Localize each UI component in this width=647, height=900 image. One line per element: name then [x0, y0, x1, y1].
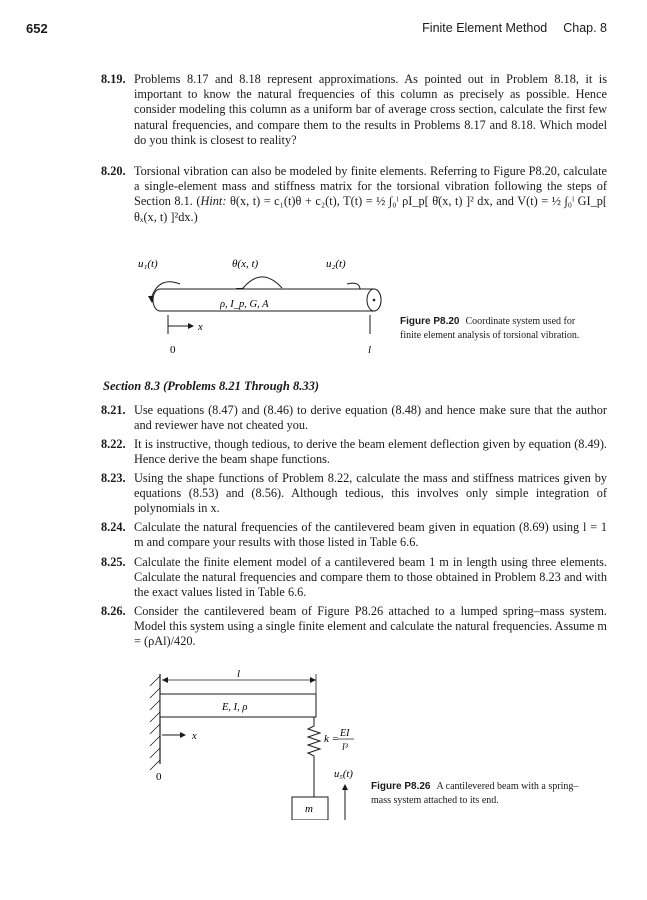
caption-text: A cantilevered beam with a spring–mass system attached to its end. [371, 781, 579, 806]
problem-number: 8.20. [101, 164, 126, 178]
problem-8-22 [103, 437, 607, 467]
problem-8-25 [103, 555, 607, 601]
label-spring-k-numerator: EI [340, 728, 350, 739]
chapter-title: Finite Element Method [422, 21, 548, 35]
problem-8-24 [103, 520, 607, 550]
caption-p8-20 [400, 315, 590, 342]
section-heading: Section 8.3 (Problems 8.21 Through 8.33) [103, 379, 319, 393]
wall-hatching [150, 676, 160, 770]
problem-number: 8.23. [101, 471, 126, 485]
problem-text: It is instructive, though tedious, to derive the beam element deflection given by equation (8.49). Hence derive the beam shape functions. [134, 437, 607, 467]
problem-number: 8.22. [101, 437, 126, 451]
label-beam-properties: E, I, ρ [222, 702, 248, 713]
label-beam-length: l [237, 668, 241, 680]
problem-8-21 [103, 403, 607, 433]
hint-label: Hint: [200, 194, 227, 209]
caption-text: Coordinate system used for finite element analysis of torsional vibration. [400, 316, 580, 341]
label-theta: θ(x, t) [232, 258, 259, 270]
figure-p8-20 [100, 250, 400, 362]
spring [308, 717, 320, 797]
problem-text: Using the shape functions of Problem 8.22, calculate the mass and stiffness matrices given by equations (8.53) and (8.56). Although tedious, this involves only simple integration of polynomials in x. [134, 471, 607, 516]
label-u2: u₂(t) [326, 258, 346, 270]
problem-text: Calculate the natural frequencies of the cantilevered beam given in equation (8.69) using l = 1 m and compare your results with those listed in Table 6.6. [134, 520, 607, 550]
length-arrow-right [310, 677, 316, 683]
length-arrow-left [162, 677, 168, 683]
label-length: l [368, 344, 372, 356]
problem-number: 8.25. [101, 555, 126, 569]
problem-8-20: 8.20. Torsional vibration can also be modeled by finite elements. Referring to Figure P8.20, calculate a single-element mass and stiffness matrix for the torsional vibration following the steps of Section 8.1. (Hint: θ(x, t) = c₁(t)θ + c₂(t), T(t) = ½ ∫₀ˡ ρI_p[ θ̇(x, t) ]² dx, and V(t) = ½ ∫₀ˡ GI_p[ θₓ(x, t) ]²dx.) [101, 164, 608, 224]
label-spring-k-denominator: l³ [342, 742, 348, 753]
problem-number: 8.26. [101, 604, 126, 618]
problem-text: Use equations (8.47) and (8.46) to derive equation (8.48) and hence make sure that the author and reviewer have not cheated you. [134, 403, 607, 433]
caption-label: Figure P8.20 [400, 316, 460, 327]
label-spring-k: k = [324, 733, 340, 745]
x-axis-arrowhead [188, 323, 194, 329]
label-x: x [198, 322, 203, 333]
label-origin: 0 [156, 771, 162, 783]
label-mass: m [305, 803, 313, 815]
problem-text: Calculate the finite element model of a cantilevered beam 1 m in length using three elements. Calculate the natural frequencies and compare them to those obtained in Problem 8.23 and with the exact values listed in Table 6.6. [134, 555, 607, 600]
problem-8-19 [103, 72, 607, 148]
label-u5: u₅(t) [334, 769, 353, 780]
running-header [406, 21, 607, 35]
figure-p8-26 [140, 660, 380, 820]
problem-text: Torsional vibration can also be modeled by finite elements. Referring to Figure P8.20, calculate a single-element mass and stiffness matrix for the torsional vibration following the steps of Section 8.1. [134, 164, 607, 209]
caption-label: Figure P8.26 [371, 781, 431, 792]
label-origin: 0 [170, 344, 176, 356]
caption-p8-26 [371, 780, 591, 807]
problem-8-23 [103, 471, 607, 517]
problem-text: Consider the cantilevered beam of Figure P8.26 attached to a lumped spring–mass system. Model this system using a single finite element and calculate the natural frequencies. Assume m = (ρAl)/420. [134, 604, 607, 649]
problem-text: Problems 8.17 and 8.18 represent approximations. As pointed out in Problem 8.18, it is important to know the natural frequencies of this column as precisely as possible. Hence consider modeling this column as a uniform bar of average cross section, calculate the first few natural frequencies, and compare them to the results in Problems 8.17 and 8.18. Which model do you think is closest to reality? [134, 72, 607, 147]
problem-number: 8.21. [101, 403, 126, 417]
label-x: x [192, 731, 197, 742]
problem-8-26 [103, 604, 607, 650]
chapter-label: Chap. 8 [563, 21, 607, 35]
page-number: 652 [26, 21, 48, 36]
hint-kinetic-energy: θ(x, t) = c₁(t)θ + c₂(t), T(t) = ½ ∫₀ˡ ρI_p[ θ̇(x, t) ]² dx, [229, 194, 493, 209]
x-axis-arrowhead [180, 732, 186, 738]
u5-arrowhead [342, 784, 348, 790]
problem-number: 8.24. [101, 520, 126, 534]
shaft-axis-dot [373, 299, 376, 302]
hint-potential-energy: and V(t) = ½ ∫₀ˡ GI_p[ θₓ(x, t) ]²dx. [134, 194, 608, 224]
label-u1: u₁(t) [138, 258, 158, 270]
problem-number: 8.19. [101, 72, 126, 86]
label-shaft-properties: ρ, I_p, G, A [220, 299, 269, 310]
